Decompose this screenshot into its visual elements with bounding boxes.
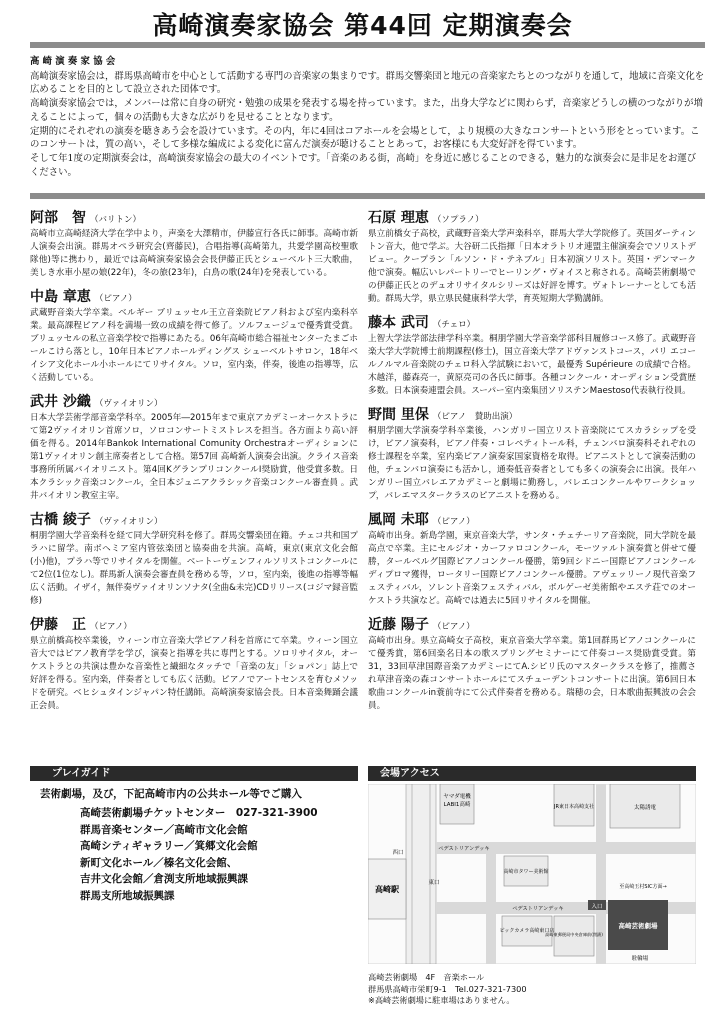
performer-name: 武井 沙織 [30, 394, 91, 410]
street [486, 854, 496, 964]
performer-profile: 高崎市出身。新島学園，東京音楽大学，サンタ・チェチーリア音楽院，同大学院を最高点で卒業。主にセルジオ・カーファロコンクール，モーツァルト演奏賞と併せて優勝，タールベルグ国際ピアノコンクール優勝，第9回シドニー国際ピアノコンクールディプロマ獲得，ロータリー国際ピアノコンクール優勝。アヴェッリーノ現代音楽フェスティバル，ソレント音楽フェスティバル，ボルゲーゼ美術館やエステ荘でのオーケストラ共演など。高崎では過去に5回リサイタルを開催。 [368, 531, 696, 606]
performer-profile: 高崎市立高崎経済大学在学中より，声楽を大澤精市，伊藤宣行各氏に師事。高崎市新人演奏会出演。群馬オペラ研究会(齊藤民)，合唱指導(高崎第九，共愛学園高校聖歌隊他)等に携わり，最近では高崎演奏家協会会長伊藤正氏とシューベルト三大歌曲，美しき水車小屋の娘(22年)，冬の旅(23年)，白鳥の歌(24年)を発表している。 [30, 229, 358, 278]
performer-role: （チェロ） [432, 320, 476, 330]
performer-bio [30, 207, 358, 280]
performer-bio [368, 509, 696, 608]
ticket-outlet: 高崎芸術劇場チケットセンター 027-321-3900 [80, 807, 318, 819]
map-label: 高崎駅 [375, 885, 399, 894]
performer-bio [368, 614, 696, 713]
performer-profile: 県立前橋女子高校，武蔵野音楽大学声楽科卒，群馬大学大学院修了。英国ダーティントン音大，他で学ぶ。大谷研二氏指揮「日本オラトリオ連盟主催演奏会でソリストデビュー。クープラン「ルソン・ド・テネブル」日本初演ソリスト。英国・デンマーク他で演奏。幅広いレパートリーでヒーリング・ヴォイスと称される。高崎芸術劇場での伊藤正氏とのデュオリサイタルシリーズは好評を博す。ヴォトレーナーとしても活動。群馬大学，県立県民健康科学大学，育英短期大学勤講師。 [368, 229, 696, 304]
performer-column-left [30, 207, 358, 719]
performer-name: 風岡 未耶 [368, 512, 429, 528]
intro-section [30, 55, 705, 179]
performer-name: 阿部 智 [30, 210, 86, 226]
performer-profile: 県立前橋高校卒業後，ウィーン市立音楽大学ピアノ科を首席にて卒業。ウィーン国立音大ではピアノ教育学を学び，演奏と指導を共に専門とする。ソロリサイタル，オーケストラとの共演は豊かな音楽性と繊細なタッチで「音楽の友」「ショパン」誌上で好評を得る。室内楽，伴奏者としても広く活動。ピアノでアートセンスを育むメソッドを研究。ベヒシュタインジャパン特任講師。高崎演奏家協会長。日本音楽舞踊会議正会員。 [30, 636, 358, 711]
performer-role: （ピアノ 賛助出演） [432, 412, 518, 422]
intro-paragraph: 高崎演奏家協会では，メンバーは常に自身の研究・勉強の成果を発表する場を持っています。また，出身大学などに関わらず，音楽家どうしの横のつながりが増えることによって，個々の活動も大きな広がりを見せることとなります。 [30, 98, 703, 123]
performer-name: 石原 理恵 [368, 210, 429, 226]
map-label: 太陽誘電 [633, 805, 657, 811]
performer-bio [30, 391, 358, 503]
performer-profile: 桐朋学園大学演奏学科卒業後，ハンガリー国立リスト音楽院にてスカラシップを受け，ピアノ演奏科，ピアノ伴奏・コレペティトール科，チェンバロ演奏科それぞれの修士課程を卒業，室内楽ピアノ演奏家国家資格を取得。ピアニストとして演奏活動の他，チェンバロ演奏にも活かし，通奏低音奏者としても多くの演奏会に出演。長年ハンガリー国立バレエアカデミーと劇場に勤務し，バレエコンクールやワークショップ，バレエマスタークラスのピアニストを務める。 [368, 426, 696, 501]
parking-note: ※高崎芸術劇場に駐車場はありません。 [368, 995, 515, 1005]
performer-role: （ピアノ） [432, 622, 475, 632]
playguide-list [40, 786, 358, 905]
performer-bio [30, 509, 358, 608]
ticket-outlet: 群馬支所地域振興課 [80, 889, 175, 902]
playguide-heading: プレイガイド [30, 766, 358, 781]
performer-bio [368, 404, 696, 503]
access-map [368, 784, 696, 964]
performer-role: （ヴァイオリン） [94, 517, 163, 527]
ticket-outlet: 吉井文化会館／倉渕支所地域振興課 [80, 873, 248, 886]
performer-role: （ヴァイオリン） [94, 399, 163, 409]
performer-name: 藤本 武司 [368, 315, 429, 331]
venue-line: 高崎芸術劇場 4F 音楽ホール [368, 972, 485, 982]
performer-column-right [368, 207, 696, 719]
map-label: JR東日本高崎支社 [554, 804, 594, 810]
map-label: 西口 [392, 850, 404, 856]
map-label: ビックカメラ高崎東口店 [499, 928, 555, 934]
performer-profile: 武蔵野音楽大学卒業。ベルギー ブリュッセル王立音楽院ピアノ科および室内楽科卒業。最高課程ピアノ科を満場一致の成績を得て修了。ソルフェージュで優秀賞受賞。ブリュッセルの私立音楽学校で指導にあたる。06年高崎市総合福祉センターたまごホールこけら落とし，10年日本ピアノホールディングス シューベルトサロン，18年ベイシア文化ホール小ホールにてリサイタル。ソロ，室内楽，伴奏，後進の指導等，広く活動している。 [30, 308, 358, 383]
map-label: LABI1高崎 [443, 802, 471, 808]
performer-profile: 高崎市出身。県立高崎女子高校，東京音楽大学卒業。第1回群馬ピアノコンクールにて優秀賞，第6回楽名日本の歌スプリングセミナーにて伴奏コース奨励賞受賞。第31，33回草津国際音楽アカデミーにてA.シピリ氏のマスタークラスを修了，推薦され草津音楽の森コンサートホールにてスチューデントコンサートに出演。第6回日本歌曲コンクールin蓑前寺にて公式伴奏者を務める。瑞穂の会，日本歌曲振興波の会会員。 [368, 636, 696, 711]
intro-paragraph: 高崎演奏家協会は，群馬県高崎市を中心として活動する専門の音楽家の集まりです。群馬交響楽団と地元の音楽家たちとのつながりを通して，地域に音楽文化を広めることを目的として設立された団体です。 [30, 70, 705, 96]
performer-role: （バリトン） [90, 215, 142, 225]
performer-name: 野間 里保 [368, 407, 429, 423]
access-heading: 会場アクセス [368, 766, 696, 781]
performer-bio [30, 614, 358, 713]
performer-role: （ソプラノ） [432, 215, 484, 225]
performer-role: （ピアノ） [432, 517, 475, 527]
map-label: 東口 [428, 880, 440, 886]
performer-role: （ピアノ） [90, 622, 132, 632]
performer-role: （ピアノ） [94, 294, 137, 304]
intro-divider [30, 193, 705, 199]
street [596, 784, 606, 964]
intro-paragraph: そして年1度の定期演奏会は，高崎演奏家協会の最大のイベントです。「音楽のある街，高崎」を身近に感じることのできる，魅力的な演奏会に是非足をお運びください。 [30, 152, 697, 178]
map-label: 入口 [591, 904, 603, 910]
playguide-intro: 芸術劇場，及び，下記高崎市内の公共ホール等でご購入 [40, 788, 302, 800]
performer-name: 伊藤 正 [30, 617, 86, 633]
access-info [368, 972, 696, 1007]
performer-name: 古橋 綾子 [30, 512, 91, 528]
map-label: ペデストリアンデッキ [438, 846, 490, 852]
ticket-outlet: 高崎シティギャラリー／箕郷文化会館 [80, 840, 258, 853]
performer-name: 近藤 陽子 [368, 617, 429, 633]
performer-profile: 上智大学法学部法律学科卒業。桐朋学園大学音楽学部科目履修コース修了。武蔵野音楽大学大学院博士前期課程(修士)，国立音楽大学アドヴァンストコース，パリ エコールノルマル音楽院のチェロ科入学試験において，最優秀 Supérieure の成績で合格。木越洋，藤森亮一，黄原亮司の各氏に師事。各種コンクール・オーディション受賞歴多数。日本演奏連盟会員。スーパー室内楽集団ソリステンMaestoso代表執行役員。 [368, 334, 696, 396]
ticket-outlet: 新町文化ホール／榛名文化会館、 [80, 856, 238, 869]
map-label: ペデストリアンデッキ [512, 906, 564, 912]
performer-profile: 日本大学芸術学部音楽学科卒。2005年―2015年まで東京アカデミーオーケストラにて第2ヴァイオリン首席ソロ，ソロコンサートミストレスを担当。各方面より高い評価を得る。2014年Bankok International Comunity Orchestraオーディションに第1ヴァイオリン創主席奏者として合格。第57回 高崎新人演奏会出演。クライス音楽事務所所属バイオリニスト。第4回KグランプリコンクールI奨励賞，他受賞多数。日本クラシック音楽コンクール，全日本ジュニアクラシック音楽コンクール審査員 。武井バイオリン教室主宰。 [30, 413, 358, 501]
performer-bio [368, 312, 696, 398]
performer-name: 中島 章恵 [30, 289, 91, 305]
map-label: 高崎芸術劇場 [618, 922, 658, 930]
map-label: 至高崎玉村SIC方面→ [619, 884, 667, 890]
ticket-outlet: 群馬音楽センター／高崎市文化会館 [80, 823, 248, 836]
performer-bio [30, 286, 358, 385]
map-label: 駐輪場 [631, 956, 649, 962]
map-label: 高崎東郵便局中央倉庫前(閉鎖) [545, 932, 603, 937]
intro-paragraph: 定期的にそれぞれの演奏を聴きあう会を設けています。その内，年に4回はコアホールを会場として，より規模の大きなコンサートという形をとっています。このコンサートは，質の高い，そして多様な編成による変化に富んだ演奏が聴けることとあって，お客様にも大変好評を得ています。 [30, 125, 700, 151]
rail-tracks [406, 784, 436, 964]
address-line: 群馬県高崎市栄町9-1 Tel.027-321-7300 [368, 983, 527, 994]
intro-label: 高 崎 演 奏 家 協 会 [30, 56, 116, 67]
map-label: 高崎市タワー美術館 [503, 869, 549, 875]
performer-bio [368, 207, 696, 306]
top-divider [30, 42, 705, 48]
page-title: 高崎演奏家協会 第44回 定期演奏会 [152, 11, 573, 40]
performer-profile: 桐朋学園大学音楽科を経て同大学研究科を修了。群馬交響楽団在籍。チェコ共和国プラハに留学。南ボヘミア室内管弦楽団と協奏曲を共演。高崎，東京(東京文化会館(小)他)，プラハ等でリサイタルを開催。ベートーヴェンフィルソリストコンクールにて2位(1位なし)。群馬新人演奏会審査員を務める等，ソロ，室内楽，後進の指導等幅広く活動。イザイ，無伴奏ヴァイオリンソナタ(全曲&未完)CDリリース(コジマ録音監修) [30, 531, 358, 606]
map-label: ヤマダ電機 [443, 794, 471, 800]
